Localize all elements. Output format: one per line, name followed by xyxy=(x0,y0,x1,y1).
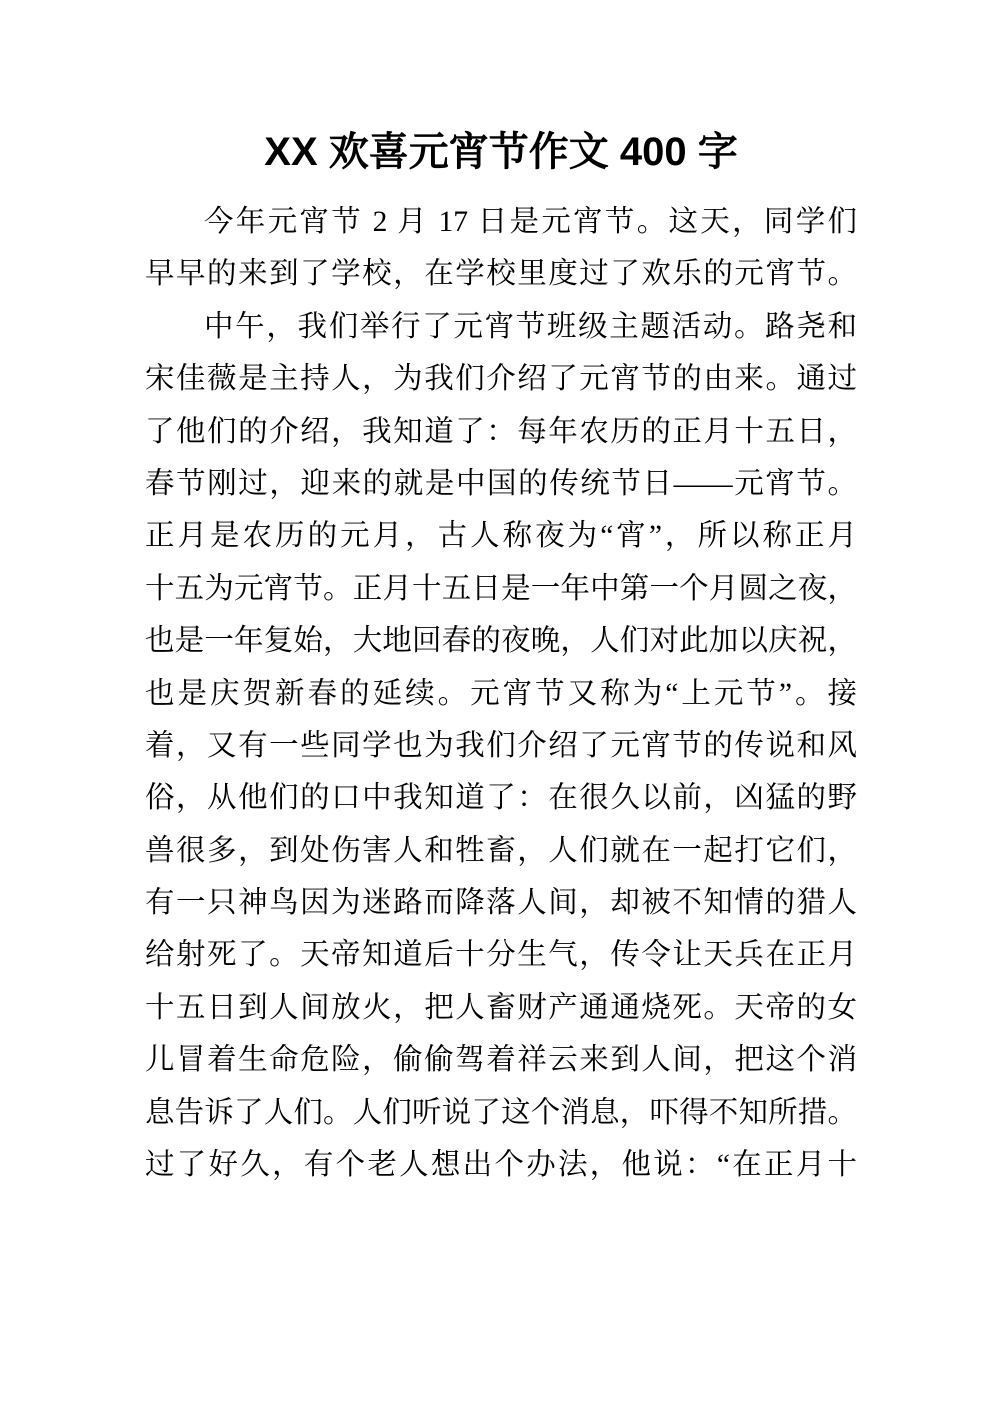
body-line: 早早的来到了学校，在学校里度过了欢乐的元宵节。 xyxy=(145,258,857,291)
body-line: 息告诉了人们。人们听说了这个消息，吓得不知所措。 xyxy=(145,1096,857,1129)
body-line: 着，又有一些同学也为我们介绍了元宵节的传说和风 xyxy=(145,729,857,762)
body-line: 兽很多，到处伤害人和牲畜，人们就在一起打它们， xyxy=(145,834,857,867)
body-line: 也是一年复始，大地回春的夜晚，人们对此加以庆祝， xyxy=(145,625,857,658)
body-line: 春节刚过，迎来的就是中国的传统节日——元宵节。 xyxy=(145,467,857,500)
document-body xyxy=(145,196,857,1191)
body-line: 十五为元宵节。正月十五日是一年中第一个月圆之夜， xyxy=(145,572,857,605)
body-line: 给射死了。天帝知道后十分生气，传令让天兵在正月 xyxy=(145,939,857,972)
body-line: 有一只神鸟因为迷路而降落人间，却被不知情的猎人 xyxy=(145,887,857,920)
paragraph xyxy=(145,196,857,301)
body-line: 今年元宵节 2 月 17 日是元宵节。这天，同学们 xyxy=(204,206,857,238)
document-title: XX 欢喜元宵节作文 400 字 xyxy=(264,130,738,174)
body-line: 中午，我们举行了元宵节班级主题活动。路尧和 xyxy=(204,310,857,343)
body-line: 了他们的介绍，我知道了：每年农历的正月十五日， xyxy=(145,415,857,448)
body-line: 俗，从他们的口中我知道了：在很久以前，凶猛的野 xyxy=(145,782,857,815)
body-line: 正月是农历的元月，古人称夜为“宵”，所以称正月 xyxy=(145,520,857,553)
paragraph xyxy=(145,301,857,1192)
body-line: 十五日到人间放火，把人畜财产通通烧死。天帝的女 xyxy=(145,991,857,1024)
body-line: 宋佳薇是主持人，为我们介绍了元宵节的由来。通过 xyxy=(145,363,857,396)
body-line: 过了好久，有个老人想出个办法，他说：“在正月十 xyxy=(145,1149,857,1182)
body-line: 儿冒着生命危险，偷偷驾着祥云来到人间，把这个消 xyxy=(145,1044,857,1077)
body-line: 也是庆贺新春的延续。元宵节又称为“上元节”。接 xyxy=(145,677,857,710)
